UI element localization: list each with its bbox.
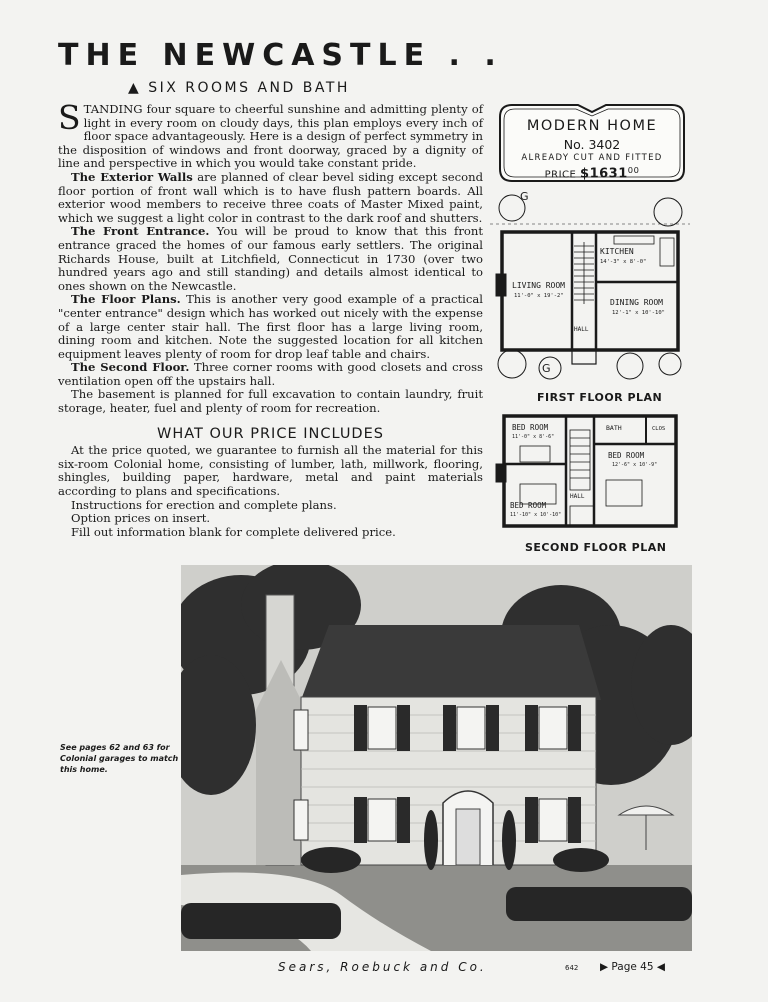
front-entrance-paragraph bbox=[58, 225, 483, 293]
price-line: Instructions for erection and complete plans. bbox=[71, 497, 337, 512]
tree-icon bbox=[617, 353, 643, 379]
second-floor-caption: SECOND FLOOR PLAN bbox=[525, 541, 667, 554]
article-body bbox=[58, 98, 484, 539]
exterior-walls-paragraph bbox=[58, 171, 483, 225]
room-size-bed1: 11'-0" x 8'-6" bbox=[512, 434, 555, 440]
price-line: Fill out information blank for complete delivered price. bbox=[71, 524, 396, 539]
price-cents: 00 bbox=[627, 165, 640, 175]
floor-plans-paragraph bbox=[58, 293, 483, 361]
basement-paragraph: The basement is planned for full excavation to contain laundry, fruit storage, heater, fuel and plenty of room for recreation. bbox=[58, 387, 483, 416]
front-stoop bbox=[572, 350, 596, 364]
section-heading: The Second Floor. bbox=[71, 360, 190, 375]
garage-note: See pages 62 and 63 for Colonial garages to match this home. bbox=[60, 743, 179, 774]
section-text: Three corner rooms with good closets and cross ventilation open off the upstairs hall. bbox=[58, 360, 484, 388]
intro-text: TANDING four square to cheerful sunshine and admitting plenty of light in every room on cloudy days, this plan employs every inch of floor space advantageously. Here is a design of perfect symmetry in the disposition of windows and front doorway, graced by a dignity of line and perspective in which you would take constant pride. bbox=[58, 102, 483, 171]
intro-paragraph bbox=[58, 98, 483, 171]
room-size-living: 11'-0" x 19'-2" bbox=[514, 293, 564, 299]
price-paragraph: At the price quoted, we guarantee to furnish all the material for this six-room Colonial home, consisting of lumber, lath, millwork, flooring, shingles, building paper, hardware, metal and paint materials according to plans and specifications. bbox=[58, 443, 483, 499]
house-illustration bbox=[181, 565, 692, 951]
first-floor-plan bbox=[490, 186, 690, 386]
drop-cap: S bbox=[58, 98, 81, 137]
price-value: $1631 bbox=[580, 166, 628, 182]
tree-icon bbox=[498, 350, 526, 378]
second-floor-plan bbox=[490, 410, 690, 540]
tree-icon bbox=[654, 198, 682, 226]
page-title: THE NEWCASTLE . . bbox=[58, 38, 503, 73]
section-text: are planned of clear bevel siding except second floor portion of front wall which is to have flush pattern boards. All exterior wood members to receive three coats of Master Mixed paint, which we suggest a light color in contrast to the dark roof and shutters. bbox=[58, 169, 484, 225]
second-floor-paragraph bbox=[58, 361, 483, 388]
section-heading: The Exterior Walls bbox=[71, 169, 193, 184]
room-label-closet: CLOS bbox=[652, 426, 666, 432]
section-text: This is another very good example of a practical "center entrance" design which has worked out nicely with the expense of a large center stair hall. The first floor has a large living room, dining room and kitchen. Note the suggested location for all kitchen equipment leaves plenty of room for drop leaf table and chairs. bbox=[58, 292, 484, 361]
badge-price bbox=[498, 165, 686, 181]
section-heading: The Floor Plans. bbox=[71, 292, 181, 307]
room-label-hall: HALL bbox=[570, 493, 585, 500]
room-label-bath: BATH bbox=[606, 424, 622, 432]
room-size-kitchen: 14'-3" x 8'-0" bbox=[600, 259, 647, 265]
page-number: ▶ Page 45 ◀ bbox=[600, 961, 665, 973]
badge-model-number: No. 3402 bbox=[563, 137, 621, 152]
svg-text:G: G bbox=[520, 190, 529, 203]
page-subtitle: ▲ SIX ROOMS AND BATH bbox=[128, 80, 350, 96]
room-label-living: LIVING ROOM bbox=[512, 281, 565, 290]
footer-company: Sears, Roebuck and Co. bbox=[278, 960, 487, 974]
room-label-bed2: BED ROOM bbox=[608, 451, 645, 460]
room-label-bed1: BED ROOM bbox=[512, 423, 549, 432]
room-label-dining: DINING ROOM bbox=[610, 298, 663, 307]
first-floor-caption: FIRST FLOOR PLAN bbox=[537, 391, 663, 404]
svg-text:G: G bbox=[542, 362, 551, 375]
section-text: You will be proud to know that this front entrance graced the homes of our famous early settlers. The original Richards House, built at Litchfield, Connecticut in 1730 (over two hundred years ago and still standing) and details almost identical to ones shown on the Newcastle. bbox=[58, 224, 483, 293]
room-label-kitchen: KITCHEN bbox=[600, 247, 634, 256]
room-size-dining: 12'-1" x 10'-10" bbox=[612, 310, 665, 316]
tree-icon bbox=[659, 353, 681, 375]
section-heading: The Front Entrance. bbox=[71, 224, 210, 239]
room-size-bed2: 12'-6" x 10'-9" bbox=[612, 462, 658, 468]
footer-code: 642 bbox=[565, 964, 579, 972]
room-size-bed3: 11'-10" x 10'-10" bbox=[510, 512, 562, 518]
room-label-hall: HALL bbox=[574, 326, 589, 333]
price-label: PRICE bbox=[544, 169, 577, 181]
price-section-heading: WHAT OUR PRICE INCLUDES bbox=[157, 425, 384, 442]
fireplace bbox=[496, 274, 506, 296]
model-badge bbox=[498, 103, 686, 183]
exterior-walls bbox=[502, 232, 678, 350]
room-label-bed3: BED ROOM bbox=[510, 501, 547, 510]
price-line: Option prices on insert. bbox=[71, 511, 211, 526]
roof bbox=[301, 625, 601, 700]
badge-tagline: ALREADY CUT AND FITTED bbox=[521, 153, 663, 163]
badge-title: MODERN HOME bbox=[526, 118, 658, 134]
